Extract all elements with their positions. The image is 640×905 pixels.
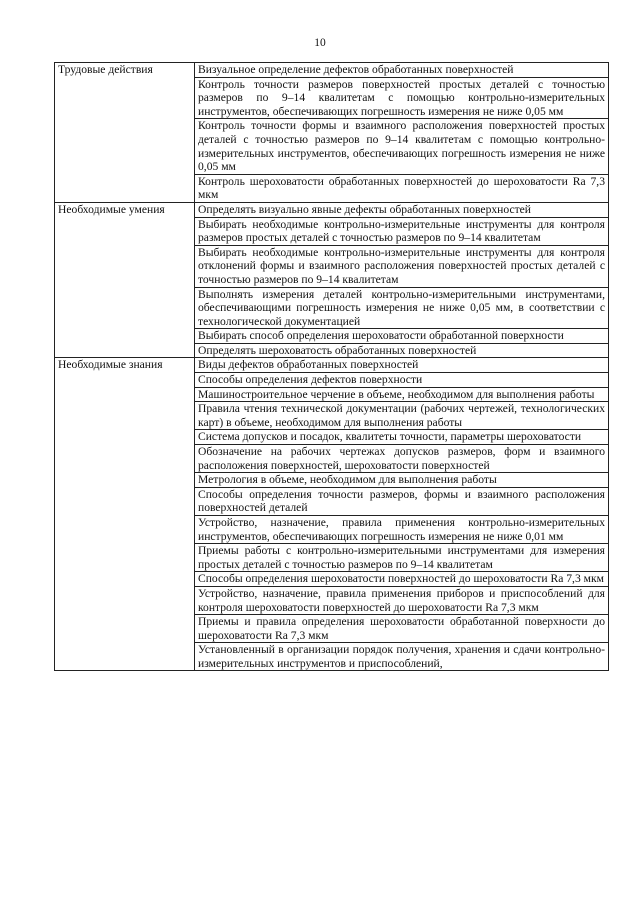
table-cell: Устройство, назначение, правила применения приборов и приспособлений для контроля шероховатости поверхностей до шероховатости Ra 7,3 мкм bbox=[195, 586, 609, 614]
section-label-required-knowledge: Необходимые знания bbox=[55, 358, 195, 671]
table-cell: Выбирать необходимые контрольно-измерительные инструменты для контроля отклонений формы и взаимного расположения поверхностей простых деталей с точностью размеров по 9–14 квалитетам bbox=[195, 245, 609, 287]
continued-text: Установленный в организации порядок получения, хранения и сдачи контрольно-измерительных инструментов и приспособлений, bbox=[198, 643, 605, 670]
table-cell: Устройство, назначение, правила применения контрольно-измерительных инструментов, обеспечивающих погрешность измерения не ниже 0,01 мм bbox=[195, 516, 609, 544]
table-cell: Система допусков и посадок, квалитеты точности, параметры шероховатости bbox=[195, 430, 609, 445]
table-cell: Контроль шероховатости обработанных поверхностей до шероховатости Ra 7,3 мкм bbox=[195, 174, 609, 202]
table-cell: Способы определения шероховатости поверхностей до шероховатости Ra 7,3 мкм bbox=[195, 572, 609, 587]
table-cell: Метрология в объеме, необходимом для выполнения работы bbox=[195, 473, 609, 488]
table-cell: Приемы работы с контрольно-измерительными инструментами для измерения простых деталей с точностью размеров по 9–14 квалитетам bbox=[195, 544, 609, 572]
table-cell: Определять шероховатость обработанных поверхностей bbox=[195, 343, 609, 358]
table-cell: Способы определения дефектов поверхности bbox=[195, 373, 609, 388]
table-row bbox=[55, 63, 609, 78]
table-cell: Способы определения точности размеров, формы и взаимного расположения поверхностей деталей bbox=[195, 487, 609, 515]
table-cell-continued bbox=[195, 643, 609, 671]
section-label-required-skills: Необходимые умения bbox=[55, 202, 195, 358]
table-cell: Выполнять измерения деталей контрольно-измерительными инструментами, обеспечивающими погрешность измерения не ниже 0,05 мм, в соответствии с технологической документацией bbox=[195, 287, 609, 329]
table-cell: Контроль точности размеров поверхностей простых деталей с точностью размеров по 9–14 квалитетам с помощью контрольно-измерительных инструментов, обеспечивающих погрешность измерения не ниже 0,05 мм bbox=[195, 77, 609, 119]
table-cell: Машиностроительное черчение в объеме, необходимом для выполнения работы bbox=[195, 387, 609, 402]
table-cell: Контроль точности формы и взаимного расположения поверхностей простых деталей с точностью размеров по 9–14 квалитетам с помощью контрольно-измерительных инструментов, обеспечивающих погрешность измерения не ниже 0,05 мм bbox=[195, 119, 609, 174]
table-row bbox=[55, 358, 609, 373]
table-cell: Визуальное определение дефектов обработанных поверхностей bbox=[195, 63, 609, 78]
section-label-labor-actions: Трудовые действия bbox=[55, 63, 195, 203]
table-cell: Выбирать необходимые контрольно-измерительные инструменты для контроля размеров простых деталей с точностью размеров по 9–14 квалитетам bbox=[195, 217, 609, 245]
page-number: 10 bbox=[314, 37, 326, 49]
table-cell: Выбирать способ определения шероховатости обработанной поверхности bbox=[195, 329, 609, 344]
table-cell: Приемы и правила определения шероховатости обработанной поверхности до шероховатости Ra 7,3 мкм bbox=[195, 615, 609, 643]
table-cell: Определять визуально явные дефекты обработанных поверхностей bbox=[195, 202, 609, 217]
table-cell: Виды дефектов обработанных поверхностей bbox=[195, 358, 609, 373]
table-cell: Правила чтения технической документации (рабочих чертежей, технологических карт) в объеме, необходимом для выполнения работы bbox=[195, 402, 609, 430]
table-row bbox=[55, 202, 609, 217]
requirements-table bbox=[54, 62, 609, 671]
table-cell: Обозначение на рабочих чертежах допусков размеров, форм и взаимного расположения поверхностей, шероховатости поверхностей bbox=[195, 445, 609, 473]
